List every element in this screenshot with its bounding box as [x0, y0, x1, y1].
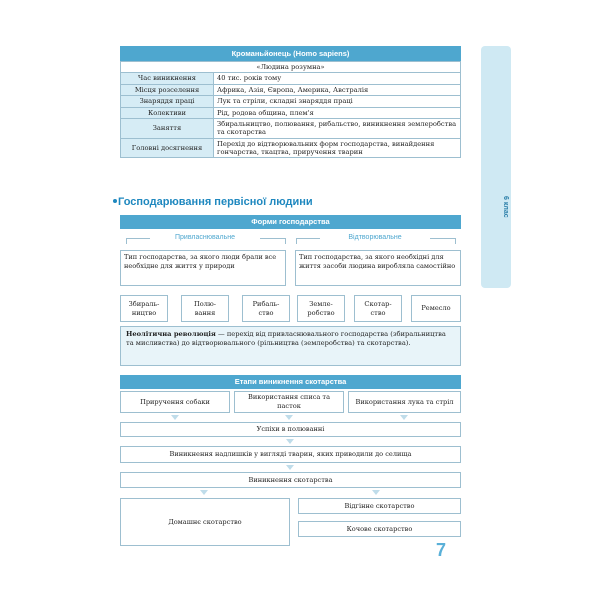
stage-box: Домашнє скотарство [120, 498, 290, 546]
table-row [121, 73, 461, 84]
stage-box: Приручення собаки [120, 391, 230, 413]
row-label: Колективи [121, 107, 214, 118]
down-arrow-icon [400, 415, 408, 420]
down-arrow-icon [372, 490, 380, 495]
down-arrow-icon [285, 415, 293, 420]
grade-label: 6 клас [502, 196, 509, 218]
revolution-text: — перехід від привласнювального господарства (збиральництва та мисливства) до відтворювального (рільництва (землеробства) та скотарства). [126, 330, 446, 347]
activity-box: Збираль-ництво [120, 295, 168, 322]
cro-magnon-subtitle: «Людина розумна» [121, 62, 461, 73]
table-row [121, 138, 461, 158]
stage-box: Використання лука та стріл [348, 391, 461, 413]
stage-box: Використання списа та пасток [234, 391, 344, 413]
down-arrow-icon [171, 415, 179, 420]
cro-magnon-header: Кроманьйонець (Homo sapiens) [120, 46, 461, 61]
down-arrow-icon [286, 465, 294, 470]
grade-side-tab [481, 46, 511, 288]
reproducing-desc: Тип господарства, за якого необхідні для життя засоби людина виробляла самостійно [295, 250, 461, 286]
stage-box: Відгінне скотарство [298, 498, 461, 514]
row-label: Заняття [121, 118, 214, 138]
row-label: Знаряддя праці [121, 96, 214, 107]
activity-box: Земле-робство [297, 295, 345, 322]
row-value: Перехід до відтворювальних форм господарства, винайдення гончарства, ткацтва, приручення тварин [214, 138, 461, 158]
row-label: Час виникнення [121, 73, 214, 84]
activity-box: Рибаль-ство [242, 295, 290, 322]
stage-box: Кочове скотарство [298, 521, 461, 537]
down-arrow-icon [286, 439, 294, 444]
stage-box: Виникнення надлишків у вигляді тварин, яких приводили до селища [120, 446, 461, 463]
stage-box: Успіхи в полюванні [120, 422, 461, 437]
table-row [121, 118, 461, 138]
section-bullet [113, 199, 117, 203]
stages-header: Етапи виникнення скотарства [120, 375, 461, 389]
down-arrow-icon [200, 490, 208, 495]
table-row [121, 62, 461, 73]
row-label: Місця розселення [121, 84, 214, 95]
activity-box: Скотар-ство [354, 295, 402, 322]
section-title: Господарювання первісної людини [118, 196, 313, 208]
row-label: Головні досягнення [121, 138, 214, 158]
appropriating-title: Привласнювальне [150, 234, 260, 241]
reproducing-title: Відтворювальне [320, 234, 430, 241]
table-row [121, 107, 461, 118]
row-value: 40 тис. років тому [214, 73, 461, 84]
page-number: 7 [436, 540, 447, 560]
row-value: Африка, Азія, Європа, Америка, Австралія [214, 84, 461, 95]
revolution-term: Неолітична революція [126, 330, 216, 338]
activity-box: Полю-вання [181, 295, 229, 322]
appropriating-desc: Тип господарства, за якого люди брали все необхідне для життя у природи [120, 250, 286, 286]
cro-magnon-table [120, 61, 461, 158]
neolithic-revolution-note [120, 326, 461, 366]
activity-box: Ремесло [411, 295, 461, 322]
table-row [121, 96, 461, 107]
row-value: Рід, родова община, плем'я [214, 107, 461, 118]
row-value: Лук та стріли, складні знаряддя праці [214, 96, 461, 107]
forms-header: Форми господарства [120, 215, 461, 229]
table-row [121, 84, 461, 95]
row-value: Збиральництво, полювання, рибальство, виникнення землеробства та скотарства [214, 118, 461, 138]
stage-box: Виникнення скотарства [120, 472, 461, 488]
